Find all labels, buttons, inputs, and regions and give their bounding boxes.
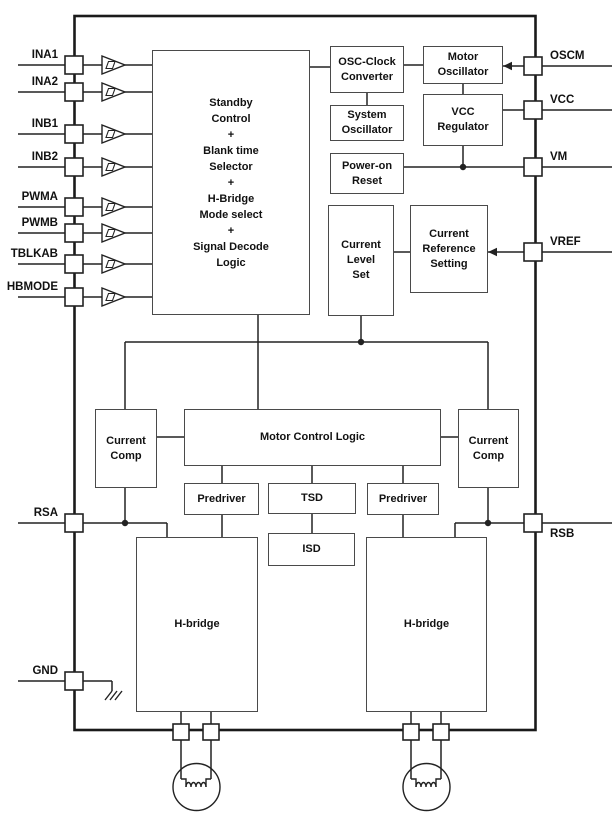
pin-pad-rsa (65, 514, 83, 532)
block-motor-control-logic: Motor Control Logic (184, 409, 441, 466)
pin-pad-vref (524, 243, 542, 261)
pin-pad-pwmb (65, 224, 83, 242)
schmitt-buffer-icon (102, 198, 125, 216)
pin-label-pwma: PWMA (21, 191, 58, 203)
pin-pad-oscm (524, 57, 542, 75)
pin-label-ina1: INA1 (31, 49, 58, 61)
schmitt-buffer-icon (102, 255, 125, 273)
block-predriver-a: Predriver (184, 483, 259, 515)
pin-label-hbmode: HBMODE (6, 281, 58, 293)
junction-dot (358, 339, 364, 345)
schmitt-buffer-icon (102, 125, 125, 143)
pin-label-ina2: INA2 (31, 76, 58, 88)
schmitt-buffer-icon (102, 83, 125, 101)
block-current-reference-setting: Current Reference Setting (410, 205, 488, 293)
schmitt-buffer-icon (102, 224, 125, 242)
arrowheads (488, 62, 512, 256)
pin-pad-rsb (524, 514, 542, 532)
output-pad (203, 724, 219, 740)
pin-label-inb2: INB2 (31, 151, 58, 163)
block-predriver-b: Predriver (367, 483, 439, 515)
pin-pad-ina2 (65, 83, 83, 101)
output-pad (433, 724, 449, 740)
pin-label-vm: VM (550, 151, 568, 163)
pin-label-pwmb: PWMB (21, 217, 58, 229)
block-standby-control-logic: Standby Control + Blank time Selector + H-Bridge Mode select + Signal Decode Logic (152, 50, 310, 315)
block-motor-oscillator: Motor Oscillator (423, 46, 503, 84)
block-h-bridge-a: H-bridge (136, 537, 258, 712)
pin-pad-hbmode (65, 288, 83, 306)
schmitt-buffer-icon (102, 288, 125, 306)
block-h-bridge-b: H-bridge (366, 537, 487, 712)
pin-pad-vcc (524, 101, 542, 119)
pin-label-vcc: VCC (550, 94, 575, 106)
block-isd: ISD (268, 533, 355, 566)
block-osc-clock-converter: OSC-Clock Converter (330, 46, 404, 93)
schmitt-buffer-icon (102, 56, 125, 74)
pin-pad-tblkab (65, 255, 83, 273)
ground-icon (105, 691, 122, 700)
pin-pad-ina1 (65, 56, 83, 74)
block-power-on-reset: Power-on Reset (330, 153, 404, 194)
block-system-oscillator: System Oscillator (330, 105, 404, 141)
arrowhead-left-icon (503, 62, 512, 70)
pin-label-oscm: OSCM (550, 50, 585, 62)
block-current-level-set: Current Level Set (328, 205, 394, 316)
pin-pad-pwma (65, 198, 83, 216)
block-current-comp-b: Current Comp (458, 409, 519, 488)
block-tsd: TSD (268, 483, 356, 514)
junction-dot (122, 520, 128, 526)
motor-b-icon (403, 764, 450, 811)
schmitt-buffer-icon (102, 158, 125, 176)
pin-label-gnd: GND (32, 665, 58, 677)
pin-label-tblkab: TBLKAB (10, 248, 58, 260)
pin-pad-gnd (65, 672, 83, 690)
pin-pad-inb1 (65, 125, 83, 143)
pin-label-vref: VREF (550, 236, 581, 248)
pin-pad-inb2 (65, 158, 83, 176)
pin-label-inb1: INB1 (31, 118, 58, 130)
output-pad (173, 724, 189, 740)
junction-dot (485, 520, 491, 526)
block-current-comp-a: Current Comp (95, 409, 157, 488)
arrowhead-left-icon (488, 248, 497, 256)
motor-a-icon (173, 764, 220, 811)
output-pad (403, 724, 419, 740)
pin-pad-vm (524, 158, 542, 176)
block-vcc-regulator: VCC Regulator (423, 94, 503, 146)
pin-label-rsa: RSA (33, 507, 58, 519)
pin-label-rsb: RSB (550, 528, 575, 540)
junction-dot (460, 164, 466, 170)
schmitt-buffer-icons (102, 56, 125, 306)
